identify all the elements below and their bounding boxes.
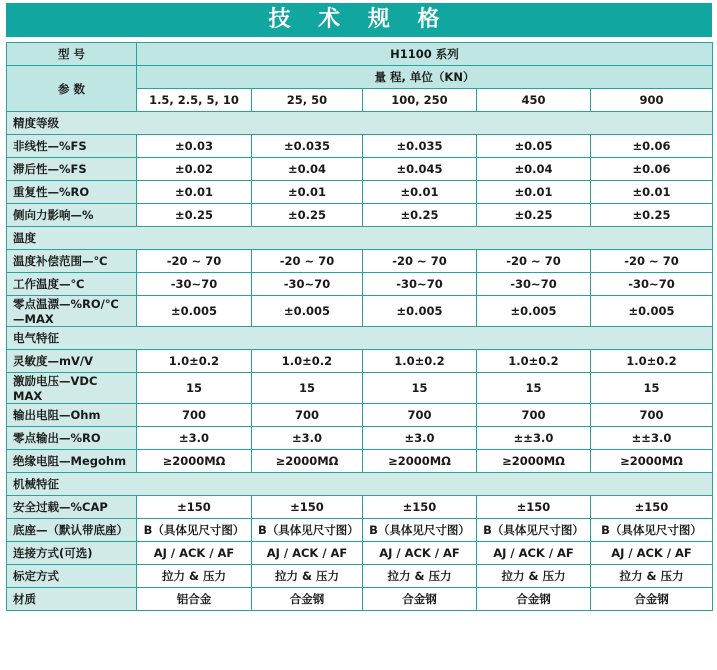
range-cell: 900 <box>591 89 713 112</box>
value-cell: ±0.04 <box>477 158 591 181</box>
value-cell: ±3.0 <box>363 427 477 450</box>
value-cell: 1.0±0.2 <box>252 350 363 373</box>
value-cell: -30~70 <box>591 273 713 296</box>
value-cell: B（具体见尺寸图） <box>252 519 363 542</box>
range-header-row <box>7 66 713 89</box>
value-cell: ±3.0 <box>252 427 363 450</box>
table-row <box>7 588 713 611</box>
section-title: 温度 <box>7 227 713 250</box>
value-cell: ±±3.0 <box>591 427 713 450</box>
section-header <box>7 227 713 250</box>
row-label: 底座—（默认带底座） <box>7 519 137 542</box>
value-cell: AJ / ACK / AF <box>363 542 477 565</box>
value-cell: 拉力 & 压力 <box>477 565 591 588</box>
row-label: 安全过载—%CAP <box>7 496 137 519</box>
value-cell: B（具体见尺寸图） <box>137 519 252 542</box>
value-cell: -20 ~ 70 <box>252 250 363 273</box>
value-cell: -30~70 <box>252 273 363 296</box>
row-label: 标定方式 <box>7 565 137 588</box>
row-label-line: —MAX <box>13 312 54 326</box>
row-label: 输出电阻—Ohm <box>7 404 137 427</box>
row-label <box>7 296 137 327</box>
value-cell: ±0.02 <box>137 158 252 181</box>
value-cell: ±0.04 <box>252 158 363 181</box>
value-cell: 1.0±0.2 <box>591 350 713 373</box>
value-cell: ±0.01 <box>252 181 363 204</box>
value-cell: ±0.25 <box>591 204 713 227</box>
value-cell: ±0.005 <box>137 296 252 327</box>
value-cell: 合金钢 <box>477 588 591 611</box>
range-label: 量 程, 单位（KN） <box>137 66 713 89</box>
table-row <box>7 450 713 473</box>
value-cell: 合金钢 <box>363 588 477 611</box>
section-title: 机械特征 <box>7 473 713 496</box>
value-cell: B（具体见尺寸图） <box>591 519 713 542</box>
value-cell: ±3.0 <box>137 427 252 450</box>
table-row <box>7 519 713 542</box>
value-cell: 700 <box>591 404 713 427</box>
row-label: 滞后性—%FS <box>7 158 137 181</box>
value-cell: 拉力 & 压力 <box>137 565 252 588</box>
value-cell: -20 ~ 70 <box>477 250 591 273</box>
value-cell: ±0.035 <box>363 135 477 158</box>
row-label: 激励电压—VDC MAX <box>7 373 137 404</box>
value-cell: 合金钢 <box>591 588 713 611</box>
value-cell: ±0.25 <box>137 204 252 227</box>
value-cell: 合金钢 <box>252 588 363 611</box>
value-cell: ±0.25 <box>252 204 363 227</box>
value-cell: ±0.01 <box>363 181 477 204</box>
row-label: 温度补偿范围—℃ <box>7 250 137 273</box>
range-cell: 1.5, 2.5, 5, 10 <box>137 89 252 112</box>
value-cell: 700 <box>477 404 591 427</box>
range-cell: 100, 250 <box>363 89 477 112</box>
value-cell: 15 <box>591 373 713 404</box>
table-row <box>7 158 713 181</box>
value-cell: -20 ~ 70 <box>137 250 252 273</box>
value-cell: ±150 <box>477 496 591 519</box>
value-cell: ±0.06 <box>591 135 713 158</box>
value-cell: B（具体见尺寸图） <box>363 519 477 542</box>
table-row <box>7 404 713 427</box>
value-cell: ±0.01 <box>477 181 591 204</box>
value-cell: AJ / ACK / AF <box>252 542 363 565</box>
value-cell: ±0.05 <box>477 135 591 158</box>
value-cell: 拉力 & 压力 <box>363 565 477 588</box>
value-cell: 15 <box>137 373 252 404</box>
value-cell: 铝合金 <box>137 588 252 611</box>
value-cell: ±150 <box>363 496 477 519</box>
value-cell: -30~70 <box>363 273 477 296</box>
value-cell: 拉力 & 压力 <box>591 565 713 588</box>
row-label: 非线性—%FS <box>7 135 137 158</box>
row-label: 侧向力影响—% <box>7 204 137 227</box>
value-cell: 拉力 & 压力 <box>252 565 363 588</box>
value-cell: ±0.045 <box>363 158 477 181</box>
row-label: 工作温度—℃ <box>7 273 137 296</box>
section-header <box>7 327 713 350</box>
value-cell: ≥2000MΩ <box>252 450 363 473</box>
table-row <box>7 350 713 373</box>
table-row <box>7 373 713 404</box>
range-cell: 450 <box>477 89 591 112</box>
value-cell: 700 <box>137 404 252 427</box>
table-row <box>7 250 713 273</box>
row-label: 绝缘电阻—Megohm <box>7 450 137 473</box>
value-cell: ±150 <box>252 496 363 519</box>
value-cell: -20 ~ 70 <box>591 250 713 273</box>
table-row <box>7 542 713 565</box>
value-cell: ≥2000MΩ <box>137 450 252 473</box>
spec-table <box>6 42 713 611</box>
value-cell: ≥2000MΩ <box>363 450 477 473</box>
value-cell: ±0.25 <box>477 204 591 227</box>
value-cell: AJ / ACK / AF <box>591 542 713 565</box>
value-cell: -30~70 <box>137 273 252 296</box>
table-row <box>7 427 713 450</box>
value-cell: -30~70 <box>477 273 591 296</box>
value-cell: ≥2000MΩ <box>477 450 591 473</box>
value-cell: 15 <box>363 373 477 404</box>
row-label: 灵敏度—mV/V <box>7 350 137 373</box>
row-label: 材质 <box>7 588 137 611</box>
value-cell: ±0.01 <box>137 181 252 204</box>
table-row <box>7 204 713 227</box>
model-row <box>7 43 713 66</box>
value-cell: 1.0±0.2 <box>477 350 591 373</box>
value-cell: ±0.005 <box>363 296 477 327</box>
value-cell: ±±3.0 <box>477 427 591 450</box>
value-cell: ±0.06 <box>591 158 713 181</box>
row-label: 连接方式(可选) <box>7 542 137 565</box>
section-header <box>7 112 713 135</box>
value-cell: ±150 <box>137 496 252 519</box>
value-cell: 1.0±0.2 <box>363 350 477 373</box>
value-cell: ±150 <box>591 496 713 519</box>
value-cell: 700 <box>363 404 477 427</box>
value-cell: ±0.01 <box>591 181 713 204</box>
params-label: 参 数 <box>7 66 137 112</box>
value-cell: ±0.005 <box>477 296 591 327</box>
row-label: 重复性—%RO <box>7 181 137 204</box>
table-row <box>7 565 713 588</box>
value-cell: ±0.005 <box>591 296 713 327</box>
model-value: H1100 系列 <box>137 43 713 66</box>
value-cell: ≥2000MΩ <box>591 450 713 473</box>
value-cell: B（具体见尺寸图） <box>477 519 591 542</box>
value-cell: -20 ~ 70 <box>363 250 477 273</box>
value-cell: ±0.03 <box>137 135 252 158</box>
value-cell: 1.0±0.2 <box>137 350 252 373</box>
section-header <box>7 473 713 496</box>
table-row <box>7 496 713 519</box>
table-row <box>7 135 713 158</box>
table-row <box>7 181 713 204</box>
table-row <box>7 273 713 296</box>
value-cell: AJ / ACK / AF <box>137 542 252 565</box>
value-cell: 15 <box>252 373 363 404</box>
section-title: 精度等级 <box>7 112 713 135</box>
value-cell: 700 <box>252 404 363 427</box>
row-label: 零点输出—%RO <box>7 427 137 450</box>
value-cell: ±0.25 <box>363 204 477 227</box>
value-cell: AJ / ACK / AF <box>477 542 591 565</box>
page-title: 技 术 规 格 <box>6 3 712 37</box>
value-cell: ±0.035 <box>252 135 363 158</box>
table-row <box>7 296 713 327</box>
model-label: 型 号 <box>7 43 137 66</box>
row-label-line: 零点温漂—%RO/℃ <box>13 297 119 311</box>
value-cell: ±0.005 <box>252 296 363 327</box>
value-cell: 15 <box>477 373 591 404</box>
section-title: 电气特征 <box>7 327 713 350</box>
range-cell: 25, 50 <box>252 89 363 112</box>
